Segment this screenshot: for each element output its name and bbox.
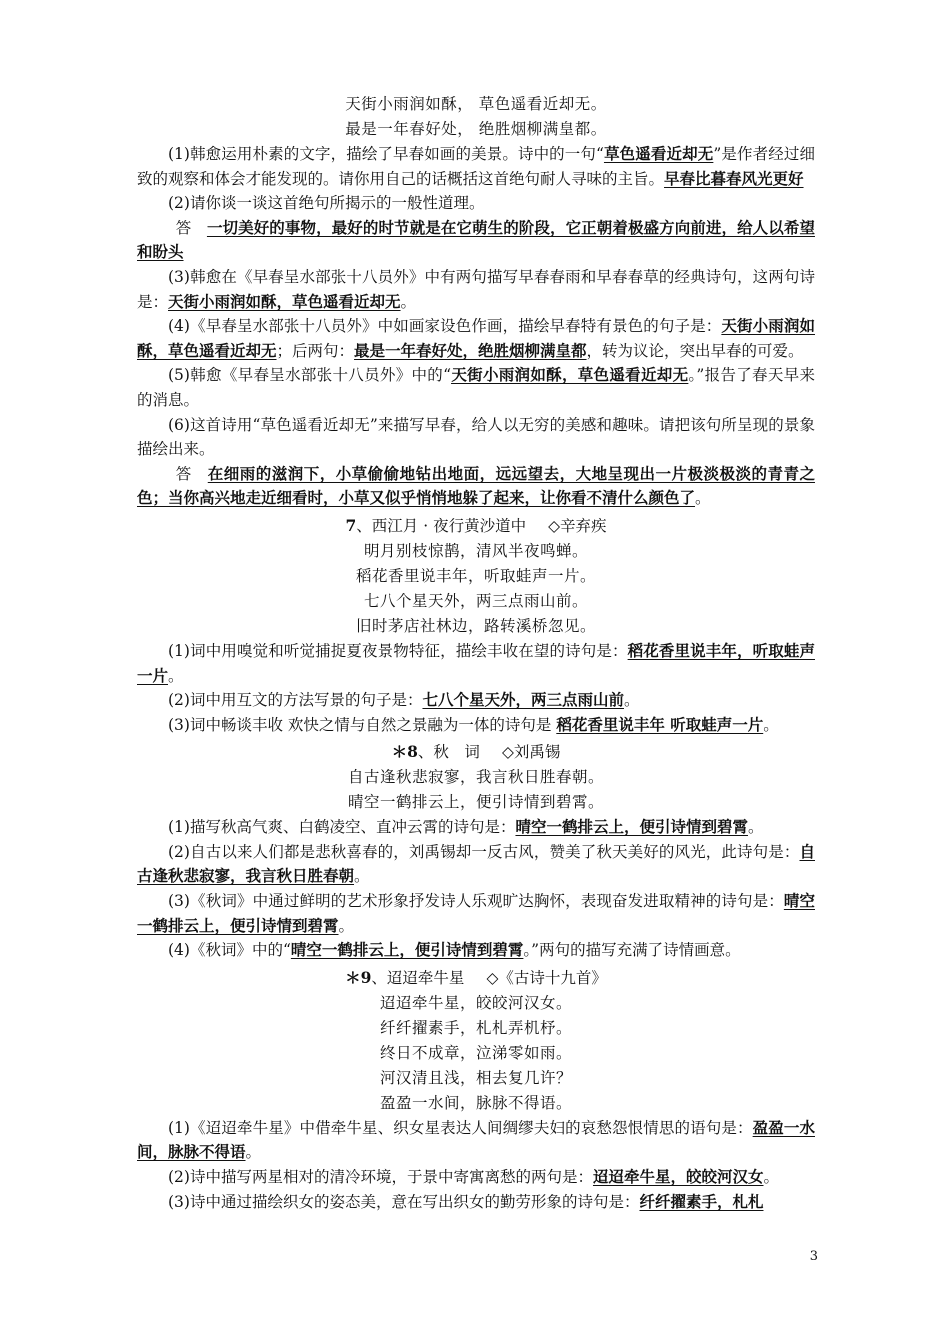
- question-9-1: (1)《迢迢牵牛星》中借牵牛星、织女星表达人间绸缪夫妇的哀愁怨恨情思的语句是：盈盈一水间，脉脉不得语。: [137, 1117, 815, 1162]
- poem-line: 明月别枝惊鹊，清风半夜鸣蝉。: [363, 541, 588, 560]
- question-9-2: (2)诗中描写两星相对的清冷环境，于景中寄寓离愁的两句是：迢迢牵牛星，皎皎河汉女。: [168, 1167, 779, 1187]
- question-8-2: (2)自古以来人们都是悲秋喜春的，刘禹锡却一反古风，赞美了秋天美好的风光，此诗句是：自古逢秋悲寂寥，我言秋日胜春朝。: [137, 841, 815, 886]
- question-6-4: (4)《早春呈水部张十八员外》中如画家设色作画，描绘早春特有景色的句子是：天街小雨润如酥，草色遥看近却无；后两句：最是一年春好处，绝胜烟柳满皇都，转为议论，突出早春的可爱。: [137, 316, 815, 360]
- poem-line: 终日不成章，泣涕零如雨。: [379, 1043, 572, 1062]
- document-page: [137, 92, 815, 1214]
- question-7-2: (2)词中用互文的方法写景的句子是：七八个星天外，两三点雨山前。: [168, 690, 640, 710]
- poem-qiuci: [137, 765, 815, 815]
- question-6-6: (6)这首诗用“草色遥看近却无”来描写早春，给人以无穷的美感和趣味。请把该句所呈现的景象描绘出来。: [137, 415, 815, 459]
- poem-line: 七八个星天外，两三点雨山前。: [363, 591, 588, 610]
- question-8-4: (4)《秋词》中的“晴空一鹤排云上，便引诗情到碧霄。”两句的描写充满了诗情画意。: [168, 940, 741, 960]
- question-7-1: (1)词中用嗅觉和听觉捕捉夏夜景物特征，描绘丰收在望的诗句是：稻花香里说丰年，听取蛙声一片。: [137, 640, 815, 685]
- section-heading-8: ＊8、秋 词 ◇刘禹锡: [391, 742, 561, 762]
- question-6-2: (2)请你谈一谈这首绝句所揭示的一般性道理。: [168, 194, 485, 213]
- poem-line: 自古逢秋悲寂寥，我言秋日胜春朝。: [347, 768, 604, 787]
- poem-tiaotiao: [137, 991, 815, 1116]
- poem-line: 最是一年春好处， 绝胜烟柳满皇都。: [345, 120, 607, 138]
- poem-line: 旧时茅店社林边，路转溪桥忽见。: [355, 616, 596, 635]
- poem-line: 河汉清且浅，相去复几许？: [379, 1068, 572, 1087]
- poem-line: 盈盈一水间，脉脉不得语。: [379, 1093, 572, 1112]
- answer-6-2: 答 一切美好的事物，最好的时节就是在它萌生的阶段，它正朝着极盛方向前进，给人以希望和盼头: [137, 217, 815, 262]
- question-7-3: (3)词中畅谈丰收 欢快之情与自然之景融为一体的诗句是 稻花香里说丰年 听取蛙声一片。: [168, 714, 779, 734]
- poem-line: 迢迢牵牛星，皎皎河汉女。: [379, 993, 572, 1012]
- page-number: 3: [809, 1249, 818, 1264]
- section-heading-9: ＊9、迢迢牵牛星 ◇《古诗十九首》: [345, 967, 607, 987]
- poem-line: 天街小雨润如酥， 草色遥看近却无。: [345, 95, 607, 113]
- question-6-5: (5)韩愈《早春呈水部张十八员外》中的“天街小雨润如酥，草色遥看近却无。”报告了春天早来的消息。: [137, 365, 815, 409]
- poem-line: 纤纤擢素手，札札弄机杼。: [379, 1018, 572, 1037]
- poem-early-spring: [137, 92, 815, 142]
- question-8-1: (1)描写秋高气爽、白鹤凌空、直冲云霄的诗句是：晴空一鹤排云上，便引诗情到碧霄。: [168, 817, 764, 837]
- answer-6-6: 答 在细雨的滋润下，小草偷偷地钻出地面，远远望去，大地呈现出一片极淡极淡的青青之色；当你高兴地走近细看时，小草又似乎悄悄地躲了起来，让你看不清什么颜色了。: [137, 463, 815, 508]
- question-6-3: (3)韩愈在《早春呈水部张十八员外》中有两句描写早春春雨和早春春草的经典诗句，这两句诗是：天街小雨润如酥，草色遥看近却无。: [137, 267, 815, 311]
- question-6-1: (1)韩愈运用朴素的文字，描绘了早春如画的美景。诗中的一句“草色遥看近却无”是作者经过细致的观察和体会才能发现的。请你用自己的话概括这首绝句耐人寻味的主旨。早春比暮春风光更好: [137, 144, 815, 188]
- poem-xijiangyue: [137, 539, 815, 639]
- question-8-3: (3)《秋词》中通过鲜明的艺术形象抒发诗人乐观旷达胸怀，表现奋发进取精神的诗句是：晴空一鹤排云上，便引诗情到碧霄。: [137, 891, 815, 935]
- poem-line: 晴空一鹤排云上，便引诗情到碧霄。: [347, 793, 604, 812]
- question-9-3: (3)诗中通过描绘织女的姿态美，意在写出织女的勤劳形象的诗句是：纤纤擢素手，札札: [168, 1191, 764, 1211]
- section-heading-7: 7、西江月 · 夜行黄沙道中 ◇辛弃疾: [345, 515, 607, 535]
- poem-line: 稻花香里说丰年，听取蛙声一片。: [355, 566, 596, 585]
